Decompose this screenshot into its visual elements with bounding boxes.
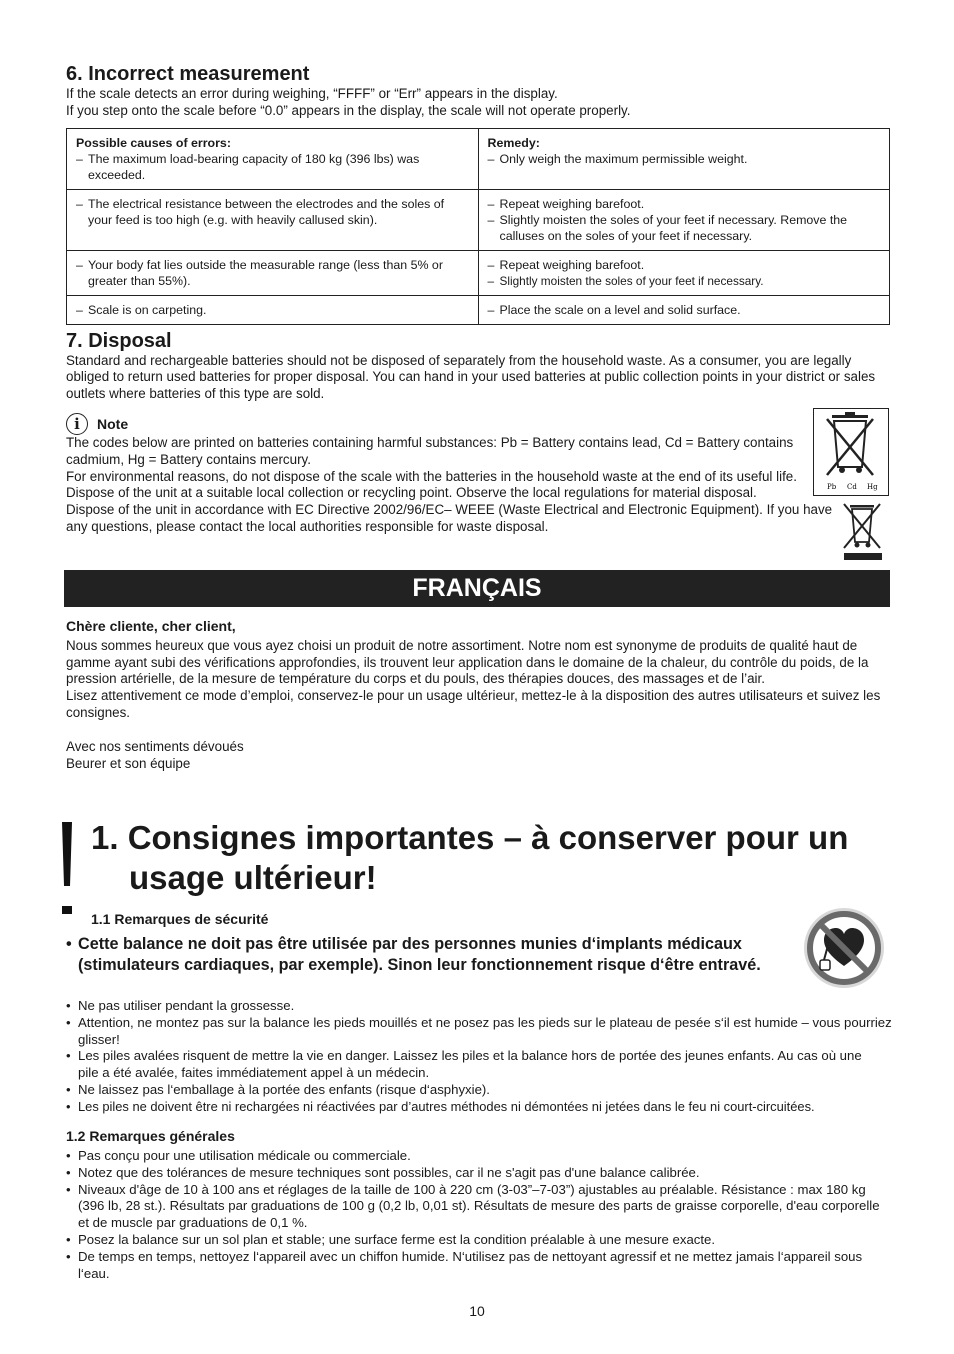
greeting: Chère cliente, cher client, [66, 618, 236, 634]
section-6-title: 6. Incorrect measurement [66, 63, 310, 85]
note-paragraph-2: For environmental reasons, do not dispose of the scale with the batteries in the household waste at the end of its useful life. Dispose of the unit at a suitable local collection or recycling point. Observe the local regulations for material disposal. [66, 468, 797, 501]
list-item: • De temps en temps, nettoyez l‘appareil avec un chiffon humide. N‘utilisez pas de nettoyant agressif et ne mettez jamais l‘appareil sous l‘eau. [66, 1248, 863, 1281]
main-heading [91, 818, 871, 898]
language-bar: FRANÇAIS [64, 570, 890, 607]
note-paragraph-3: Dispose of the unit in accordance with EC Directive 2002/96/EC– WEEE (Waste Electrical and Electronic Equipment). If you have any questions, please contact the local authorities responsible for waste disposal. [66, 502, 833, 534]
note-title: Note [97, 415, 129, 432]
list-item: – Only weigh the maximum permissible weight. [487, 151, 748, 166]
remedy-cell [478, 250, 890, 295]
battery-bin-icon [813, 408, 889, 496]
list-item: • Ne laissez pas l‘emballage à la portée des enfants (risque d‘asphyxie). [66, 1081, 490, 1097]
closing-line-1: Avec nos sentiments dévoués [66, 738, 244, 754]
list-item: • Cette balance ne doit pas être utilisée par des personnes munies d‘implants médicaux (stimulateurs cardiaques, par exemple). Sinon leur fonctionnement risque d‘être entravé. [66, 935, 761, 974]
cause-cell [67, 250, 479, 295]
french-intro [66, 618, 890, 772]
list-item: • Posez la balance sur un sol plan et stable; une surface ferme est la condition préalable à une mesure exacte. [66, 1231, 716, 1247]
table-row [67, 128, 890, 189]
general-list [66, 1148, 890, 1282]
general-subheading: 1.2 Remarques générales [66, 1128, 235, 1144]
implant-warning [66, 934, 766, 976]
list-item: – Slightly moisten the soles of your feet if necessary. Remove the calluses on the soles of your feet if necessary. [487, 212, 848, 243]
list-item: • Les piles ne doivent être ni rechargées ni réactivées par d’autres méthodes ni démontées ni jetées dans le feu ni court-circuitées. [66, 1098, 815, 1114]
section-6-line2: If you step onto the scale before “0.0” appears in the display, the scale will not operate properly. [66, 102, 631, 118]
note-heading [66, 413, 890, 435]
list-item: • Ne pas utiliser pendant la grossesse. [66, 998, 295, 1013]
warning-exclamation-icon [58, 822, 76, 914]
list-item: • Notez que des tolérances de mesure techniques sont possibles, car il ne s'agit pas d'une balance calibrée. [66, 1164, 700, 1180]
list-item: – Repeat weighing barefoot. [487, 257, 645, 272]
list-item: – Place the scale on a level and solid surface. [487, 302, 741, 317]
list-item: – The electrical resistance between the electrodes and the soles of your feed is too high (e.g. with heavily callused skin). [76, 196, 445, 227]
list-item: – The maximum load-bearing capacity of 180 kg (396 lbs) was exceeded. [76, 151, 420, 182]
section-7-title: 7. Disposal [66, 329, 172, 352]
bin-label-hg: Hg [867, 483, 878, 491]
cause-cell [67, 295, 479, 324]
bin-label-cd: Cd [847, 483, 857, 491]
english-section [66, 62, 890, 536]
remedy-header: Remedy: [487, 135, 540, 150]
weee-bin-icon [838, 500, 886, 562]
bin-label-pb: Pb [827, 483, 837, 491]
list-item: – Repeat weighing barefoot. [487, 196, 645, 211]
main-heading-line1: 1. Consignes importantes – à conserver pour un [91, 819, 849, 856]
intro-paragraph-2: Lisez attentivement ce mode d’emploi, conservez-le pour un usage ultérieur, mettez-le à la disposition des autres utilisateurs et suivez les consignes. [66, 688, 881, 720]
list-item: – Your body fat lies outside the measurable range (less than 5% or greater than 55%). [76, 257, 443, 288]
page-number: 10 [469, 1303, 485, 1319]
table-row [67, 189, 890, 250]
table-row [67, 295, 890, 324]
section-7-paragraph: Standard and rechargeable batteries should not be disposed of separately from the household waste. As a consumer, you are legally obliged to return used batteries for proper disposal. You can hand in your used batteries at public collection points in your district or sales outlets where batteries of this type are sold. [66, 352, 876, 402]
remedy-cell [478, 295, 890, 324]
safety-list [66, 998, 894, 1116]
cause-cell [67, 189, 479, 250]
list-item: • Pas conçu pour une utilisation médicale ou commerciale. [66, 1148, 411, 1163]
list-item: • Attention, ne montez pas sur la balance les pieds mouillés et ne posez pas les pieds sur le plateau de pesée s‘il est humide – vous pourriez glisser! [66, 1014, 892, 1047]
list-item: • Les piles avalées risquent de mettre la vie en danger. Laissez les piles et la balance hors de portée des jeunes enfants. Au cas où une pile a été avalée, faites immédiatement appel à un médecin. [66, 1048, 862, 1081]
info-icon: i [66, 413, 88, 435]
no-pacemaker-icon [800, 906, 888, 990]
list-item: • Niveaux d'âge de 10 à 100 ans et réglages de la taille de 100 à 220 cm (3-03”–7-03”) ajustables au préalable. Résistance : max 180 kg (396 lb, 28 st.). Résultats par graduations de 100 g (0,2 lb, 0,01 st). Résultats de mesure des parts de graisse corporelle, d'eau corporelle et de muscle par graduations de 0,1 %. [66, 1181, 880, 1231]
remedy-cell [478, 128, 890, 189]
list-item: – Slightly moisten the soles of your feet if necessary. [487, 273, 764, 288]
cause-cell [67, 128, 479, 189]
safety-subheading: 1.1 Remarques de sécurité [91, 911, 269, 927]
note-paragraph-1: The codes below are printed on batteries containing harmful substances: Pb = Battery contains lead, Cd = Battery contains cadmium, Hg = Battery contains mercury. [66, 434, 794, 467]
error-table [66, 128, 890, 325]
main-heading-line2: usage ultérieur! [129, 859, 377, 896]
section-6-line1: If the scale detects an error during weighing, “FFFF” or “Err” appears in the display. [66, 86, 558, 101]
intro-paragraph-1: Nous sommes heureux que vous ayez choisi un produit de notre assortiment. Notre nom est synonyme de produits de qualité haut de gamme ayant subi des vérifications approfondies, ils trouvent leur application dans le domaine de la chaleur, du contrôle du poids, de la pression artérielle, de la mesure de température du corps et du pouls, des thérapies douces, des massages et de l’air. [66, 637, 869, 687]
table-row [67, 250, 890, 295]
closing-line-2: Beurer et son équipe [66, 755, 191, 771]
causes-header: Possible causes of errors: [76, 135, 231, 150]
remedy-cell [478, 189, 890, 250]
list-item: – Scale is on carpeting. [76, 302, 207, 317]
